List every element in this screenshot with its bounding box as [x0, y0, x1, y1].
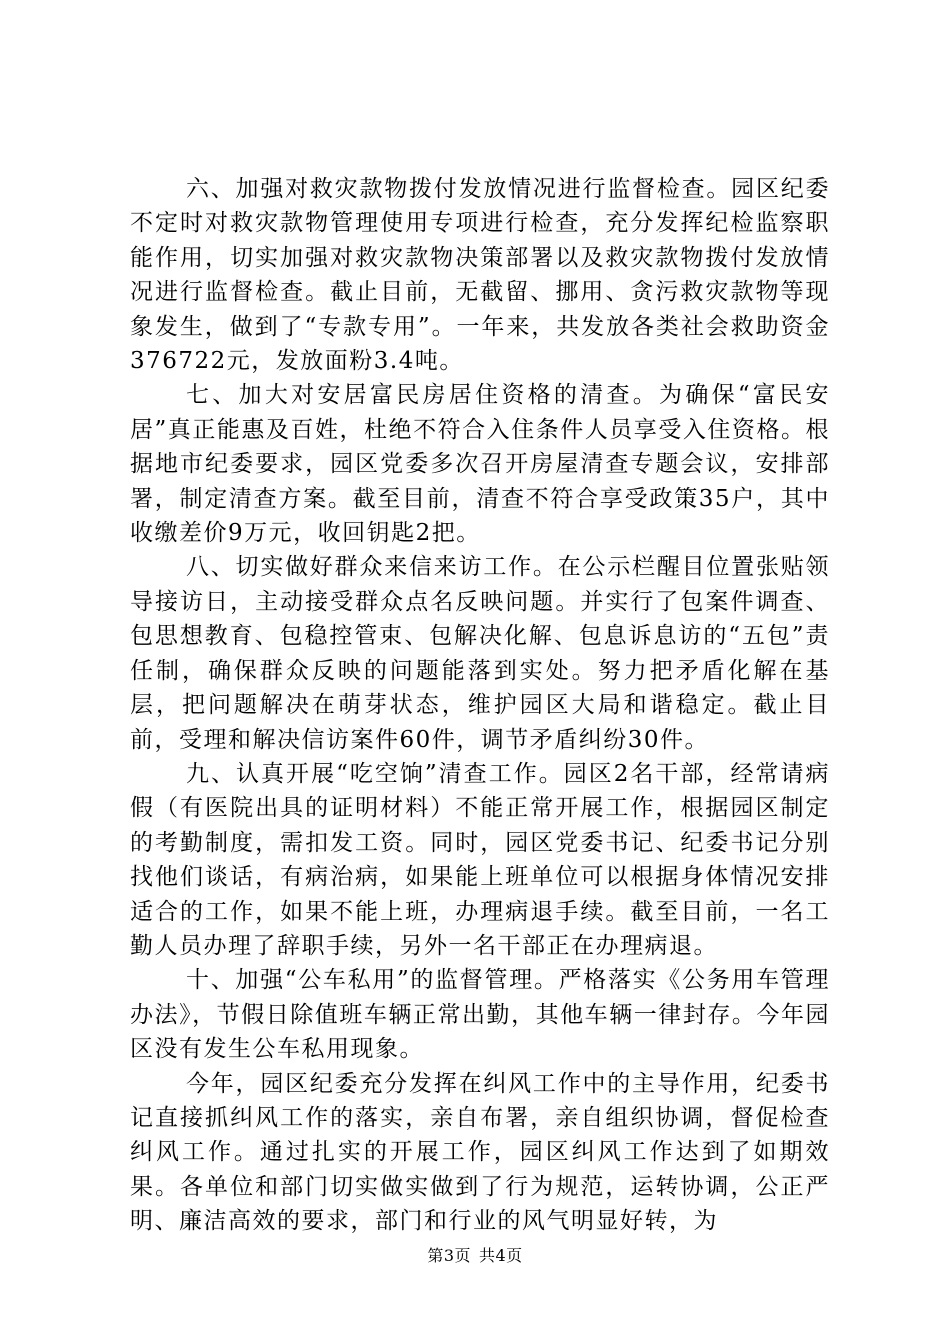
document-body — [130, 172, 830, 1239]
paragraph-8: 八、切实做好群众来信来访工作。在公示栏醒目位置张贴领导接访日，主动接受群众点名反映问题。并实行了包案件调查、包思想教育、包稳控管束、包解决化解、包息诉息访的“五包”责任制，确保群众反映的问题能落到实处。努力把矛盾化解在基层，把问题解决在萌芽状态，维护园区大局和谐稳定。截止目前，受理和解决信访案件60件，调节矛盾纠纷30件。 — [130, 554, 830, 753]
paragraph-summary: 今年，园区纪委充分发挥在纠风工作中的主导作用，纪委书记直接抓纠风工作的落实，亲自布署，亲自组织协调，督促检查纠风工作。通过扎实的开展工作，园区纠风工作达到了如期效果。各单位和部门切实做实做到了行为规范，运转协调，公正严明、廉洁高效的要求，部门和行业的风气明显好转，为 — [130, 1070, 830, 1235]
paragraph-6: 六、加强对救灾款物拨付发放情况进行监督检查。园区纪委不定时对救灾款物管理使用专项进行检查，充分发挥纪检监察职能作用，切实加强对救灾款物决策部署以及救灾款物拨付发放情况进行监督检查。截止目前，无截留、挪用、贪污救灾款物等现象发生，做到了“专款专用”。一年来，共发放各类社会救助资金376722元，发放面粉3.4吨。 — [130, 176, 830, 375]
paragraph-7: 七、加大对安居富民房居住资格的清查。为确保“富民安居”真正能惠及百姓，杜绝不符合入住条件人员享受入住资格。根据地市纪委要求，园区党委多次召开房屋清查专题会议，安排部署，制定清查方案。截至目前，清查不符合享受政策35户，其中收缴差价9万元，收回钥匙2把。 — [130, 382, 830, 547]
page-total: 共4页 — [479, 1246, 523, 1265]
paragraph-10: 十、加强“公车私用”的监督管理。严格落实《公务用车管理办法》，节假日除值班车辆正常出勤，其他车辆一律封存。今年园区没有发生公车私用现象。 — [130, 967, 830, 1063]
page-footer — [0, 1245, 950, 1267]
page-number: 第3页 — [427, 1246, 471, 1265]
paragraph-9: 九、认真开展“吃空饷”清查工作。园区2名干部，经常请病假（有医院出具的证明材料）不能正常开展工作，根据园区制定的考勤制度，需扣发工资。同时，园区党委书记、纪委书记分别找他们谈话，有病治病，如果能上班单位可以根据身体情况安排适合的工作，如果不能上班，办理病退手续。截至目前，一名工勤人员办理了辞职手续，另外一名干部正在办理病退。 — [130, 760, 830, 959]
